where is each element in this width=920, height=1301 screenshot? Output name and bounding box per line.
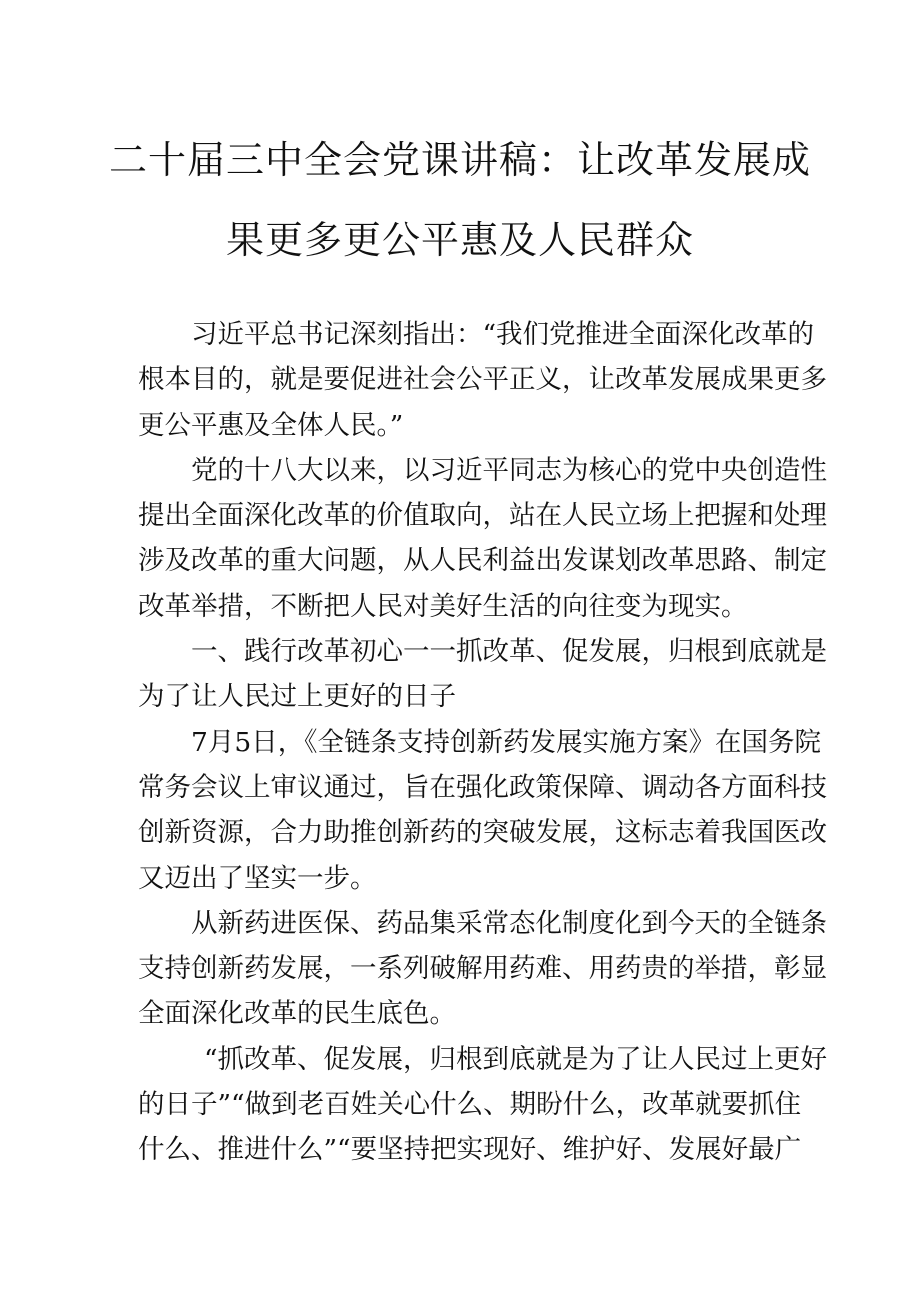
- paragraph-line: 根本目的，就是要促进社会公平正义，让改革发展成果更多: [138, 364, 827, 396]
- paragraph-5: [138, 1037, 828, 1173]
- paragraph-3: [138, 720, 827, 901]
- section-heading-1: [138, 629, 827, 720]
- paragraph-line: 改革举措，不断把人民对美好生活的向往变为现实。: [138, 590, 748, 622]
- paragraph-line: 什么、推进什么”“要坚持把实现好、维护好、发展好最广: [138, 1134, 802, 1166]
- paragraph-line: 创新资源，合力助推创新药的突破发展，这标志着我国医改: [138, 817, 827, 849]
- paragraph-line: 党的十八大以来，以习近平同志为核心的党中央创造性: [191, 454, 827, 486]
- paragraph-2: [138, 448, 827, 629]
- paragraph-line: 常务会议上审议通过，旨在强化政策保障、调动各方面科技: [138, 771, 827, 803]
- paragraph-line: 7月5日，《全链条支持创新药发展实施方案》在国务院: [191, 726, 821, 758]
- paragraph-line: 提出全面深化改革的价值取向，站在人民立场上把握和处理: [138, 500, 827, 532]
- paragraph-line: 支持创新药发展，一系列破解用药难、用药贵的举措，彰显: [138, 953, 827, 985]
- paragraph-4: [138, 901, 827, 1037]
- paragraph-line: 习近平总书记深刻指出：“我们党推进全面深化改革的: [191, 319, 815, 350]
- paragraph-1: [138, 312, 827, 448]
- document-body: [138, 312, 828, 1173]
- paragraph-line: 涉及改革的重大问题，从人民利益出发谋划改革思路、制定: [138, 545, 827, 577]
- paragraph-line: 全面深化改革的民生底色。: [138, 998, 456, 1030]
- document-title-line-1: 二十届三中全会党课讲稿：让改革发展成: [108, 138, 811, 182]
- paragraph-line: 为了让人民过上更好的日子: [138, 681, 456, 713]
- paragraph-line: 又迈出了坚实一步。: [138, 862, 377, 894]
- paragraph-line: “抓改革、促发展，归根到底就是为了让人民过上更好: [204, 1043, 828, 1075]
- paragraph-line: 从新药进医保、药品集采常态化制度化到今天的全链条: [191, 907, 827, 939]
- paragraph-line: 的日子”“做到老百姓关心什么、期盼什么，改革就要抓住: [138, 1089, 802, 1121]
- document-title-line-2: 果更多更公平惠及人民群众: [225, 218, 694, 262]
- paragraph-line: 一、践行改革初心一一抓改革、促发展，归根到底就是: [191, 636, 827, 668]
- paragraph-line: 更公平惠及全体人民。”: [138, 409, 404, 441]
